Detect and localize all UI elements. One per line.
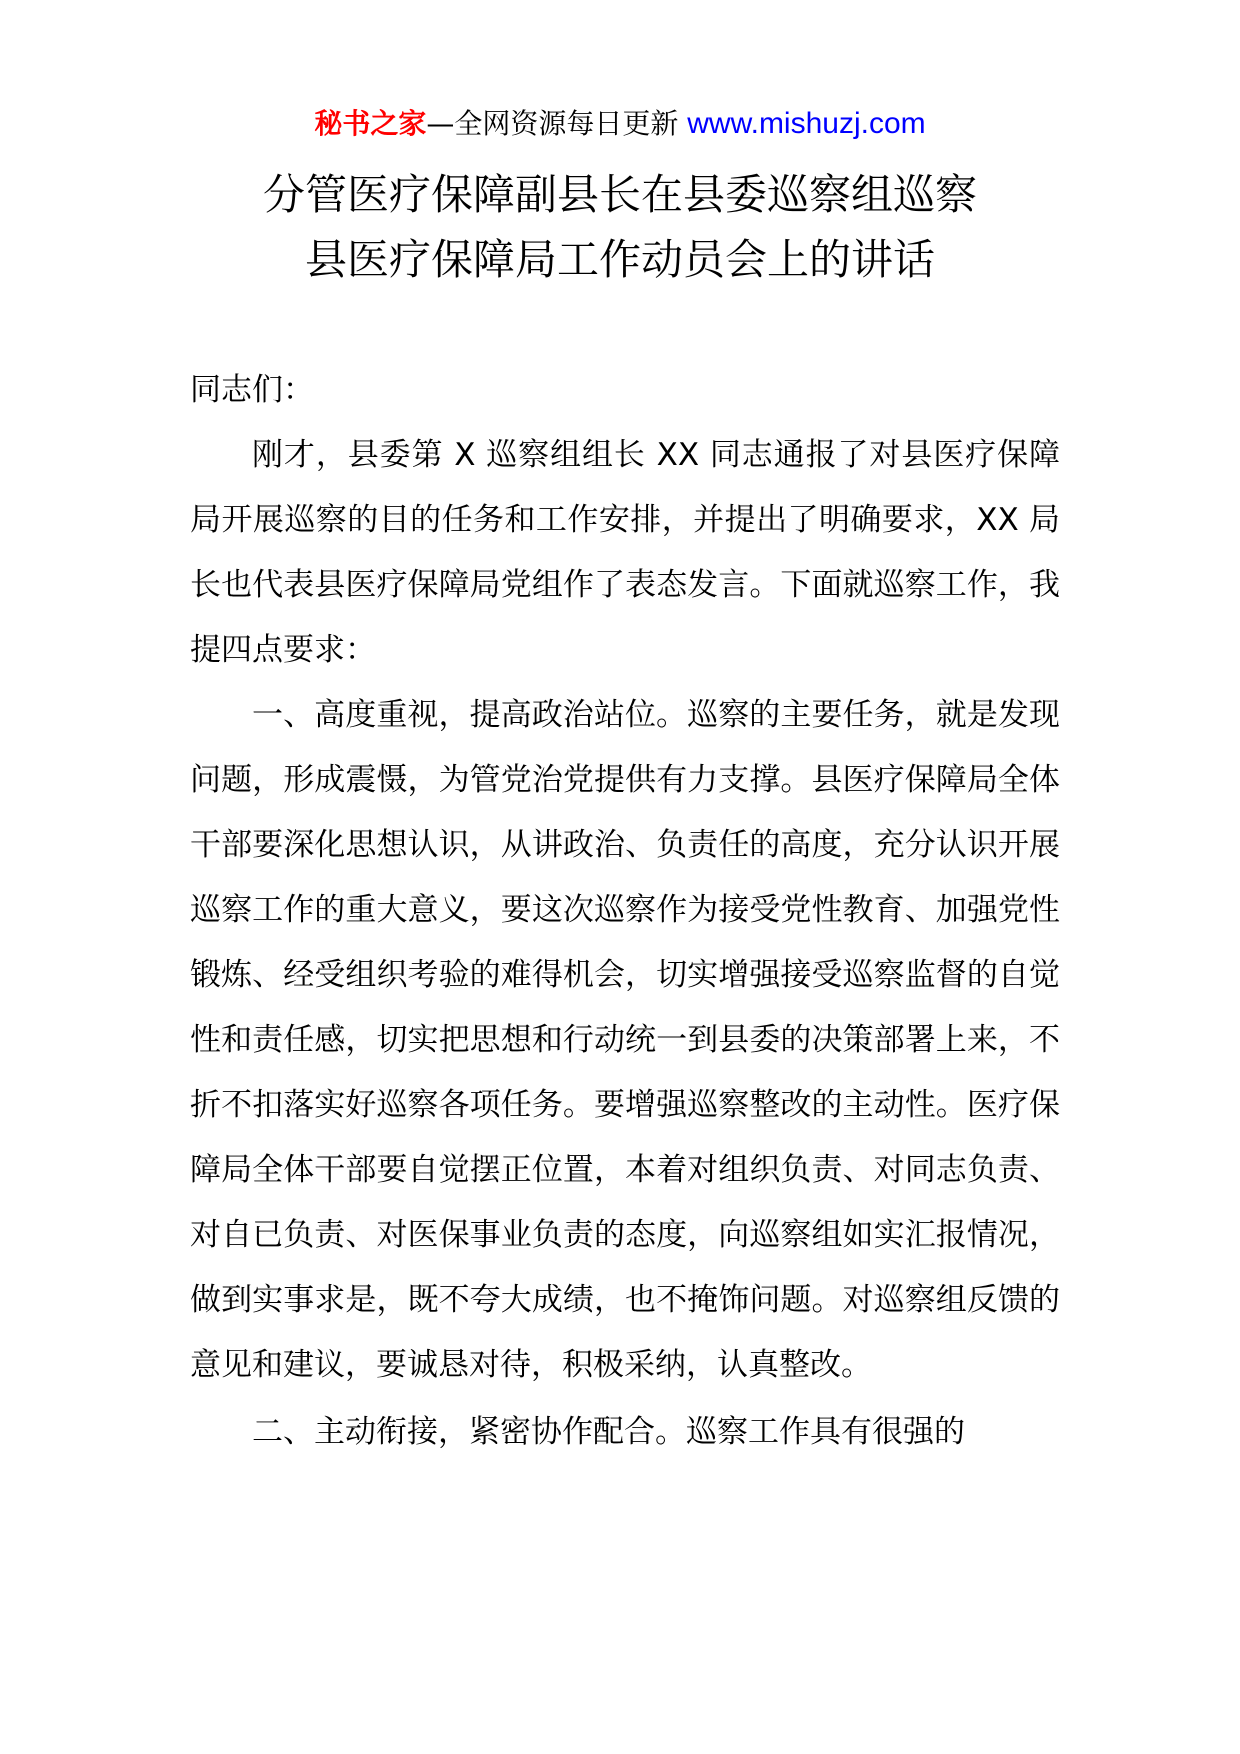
site-tagline: —全网资源每日更新 bbox=[426, 107, 688, 140]
title-line-1: 分管医疗保障副县长在县委巡察组巡察 bbox=[262, 170, 977, 219]
paragraph-point-1: 一、高度重视，提高政治站位。巡察的主要任务，就是发现问题，形成震慑，为管党治党提供有力支撑。县医疗保障局全体干部要深化思想认识，从讲政治、负责任的高度，充分认识开展巡察工作的重大意义，要这次巡察作为接受党性教育、加强党性锻炼、经受组织考验的难得机会，切实增强接受巡察监督的自觉性和责任感，切实把思想和行动统一到县委的决策部署上来，不折不扣落实好巡察各项任务。要增强巡察整改的主动性。医疗保障局全体干部要自觉摆正位置，本着对组织负责、对同志负责、对自已负责、对医保事业负责的态度，向巡察组如实汇报情况，做到实事求是，既不夸大成绩，也不掩饰问题。对巡察组反馈的意见和建议，要诚恳对待，积极采纳，认真整改。 bbox=[190, 697, 1060, 1383]
site-brand: 秘书之家 bbox=[314, 107, 427, 140]
title-line-2: 县医疗保障局工作动员会上的讲话 bbox=[304, 235, 935, 284]
paragraph-point-2: 二、主动衔接，紧密协作配合。巡察工作具有很强的 bbox=[252, 1414, 965, 1450]
site-header bbox=[0, 100, 1240, 148]
document-body bbox=[190, 358, 1060, 1465]
site-url[interactable]: www.mishuzj.com bbox=[687, 107, 926, 140]
paragraph-intro: 刚才，县委第 X 巡察组组长 XX 同志通报了对县医疗保障局开展巡察的目的任务和工作安排，并提出了明确要求，XX 局长也代表县医疗保障局党组作了表态发言。下面就巡察工作，我提四点要求： bbox=[190, 437, 1060, 668]
document-title bbox=[0, 162, 1240, 292]
salutation: 同志们： bbox=[190, 372, 314, 408]
